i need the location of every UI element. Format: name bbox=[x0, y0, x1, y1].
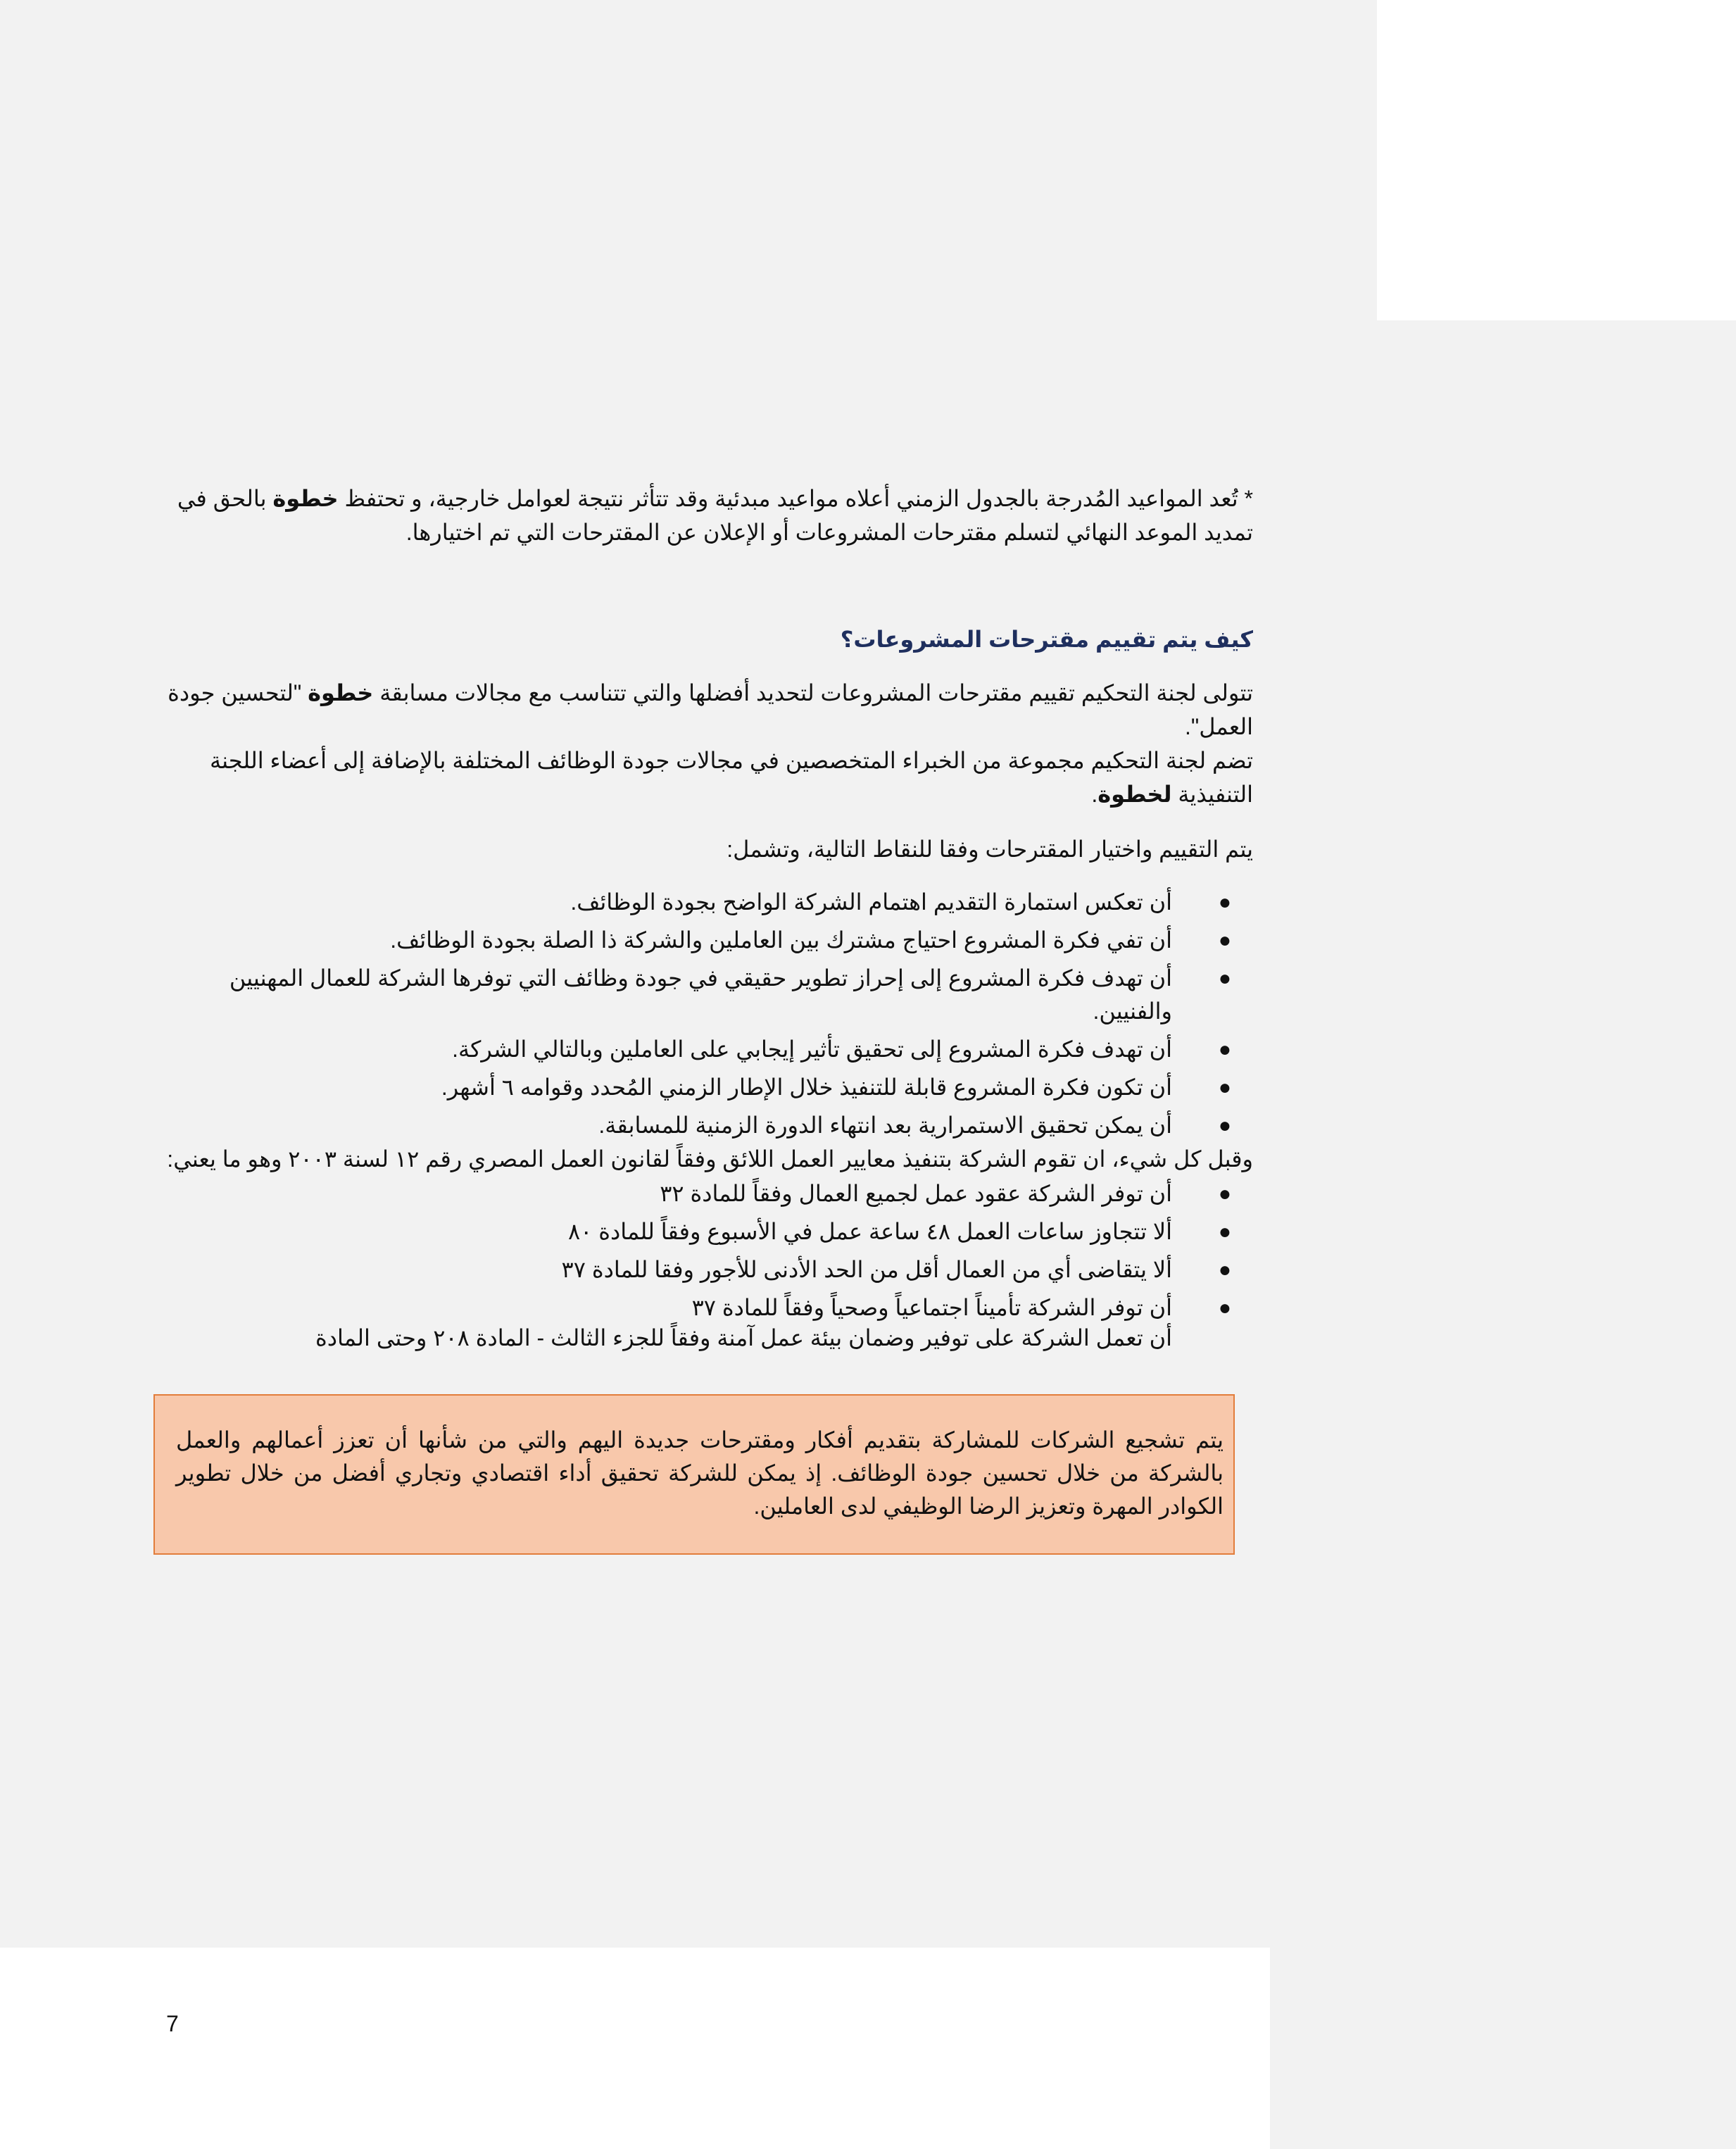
bullet-icon: ● bbox=[1218, 1038, 1231, 1061]
criteria-item: ● أن يمكن تحقيق الاستمرارية بعد انتهاء الدورة الزمنية للمسابقة. bbox=[155, 1109, 1172, 1142]
labor-item-safety: أن تعمل الشركة على توفير وضمان بيئة عمل آمنة وفقاً للجزء الثالث - المادة ٢٠٨ وحتى المادة bbox=[315, 1325, 1172, 1351]
bullet-icon: ● bbox=[1218, 1258, 1231, 1282]
labor-item: ● ألا يتقاضى أي من العمال أقل من الحد الأدنى للأجور وفقا للمادة ٣٧ bbox=[155, 1253, 1172, 1286]
labor-item: ● ألا تتجاوز ساعات العمل ٤٨ ساعة عمل في الأسبوع وفقاً للمادة ٨٠ bbox=[155, 1215, 1172, 1248]
page-number: 7 bbox=[166, 2011, 179, 2036]
brand-name: خطوة bbox=[272, 486, 339, 511]
evaluation-heading: كيف يتم تقييم مقترحات المشروعات؟ bbox=[840, 627, 1253, 652]
labor-item: ● أن توفر الشركة تأميناً اجتماعياً وصحياً وفقاً للمادة ٣٧ bbox=[155, 1291, 1172, 1324]
bullet-icon: ● bbox=[1218, 929, 1231, 952]
criteria-item: ● أن تهدف فكرة المشروع إلى تحقيق تأثير إيجابي على العاملين وبالتالي الشركة. bbox=[155, 1033, 1172, 1066]
criteria-intro: يتم التقييم واختيار المقترحات وفقا للنقاط التالية، وتشمل: bbox=[727, 837, 1253, 862]
bullet-icon: ● bbox=[1218, 1220, 1231, 1243]
bullet-icon: ● bbox=[1218, 967, 1231, 990]
bullet-icon: ● bbox=[1218, 1296, 1231, 1320]
criteria-item: ● أن تعكس استمارة التقديم اهتمام الشركة الواضح بجودة الوظائف. bbox=[155, 886, 1172, 919]
criteria-item: ● أن تهدف فكرة المشروع إلى إحراز تطوير حقيقي في جودة وظائف التي توفرها الشركة للعمال المهنيين والفنيين. bbox=[155, 962, 1172, 1028]
bullet-icon: ● bbox=[1218, 891, 1231, 914]
callout-box bbox=[153, 1394, 1235, 1555]
criteria-item: ● أن تفي فكرة المشروع احتياج مشترك بين العاملين والشركة ذا الصلة بجودة الوظائف. bbox=[155, 924, 1172, 957]
labor-standards-intro: وقبل كل شيء، ان تقوم الشركة بتنفيذ معايير العمل اللائق وفقاً لقانون العمل المصري رقم ١٢ لسنة ٢٠٠٣ وهو ما يعني: bbox=[167, 1146, 1253, 1172]
callout-text: يتم تشجيع الشركات للمشاركة بتقديم أفكار ومقترحات جديدة اليهم والتي من شأنها أن تعزز أعمالهم والعمل بالشركة من خلال تحسين جودة الوظائف. إذ يمكن للشركة تحقيق أداء اقتصادي وتجاري أفضل من خلال تطوير الكوادر المهرة وتعزيز الرضا الوظيفي لدى العاملين. bbox=[176, 1427, 1224, 1519]
schedule-note-text: * تُعد المواعيد المُدرجة بالجدول الزمني أعلاه مواعيد مبدئية وقد تتأثر نتيجة لعوامل خارجية، و تحتفظ خطوة بالحق في تمديد الموعد النهائي لتسلم مقترحات المشروعات أو الإعلان عن المقترحات التي تم اختيارها. bbox=[177, 486, 1253, 545]
schedule-note bbox=[155, 482, 1253, 549]
criteria-item: ● أن تكون فكرة المشروع قابلة للتنفيذ خلال الإطار الزمني المُحدد وقوامه ٦ أشهر. bbox=[155, 1071, 1172, 1104]
bullet-icon: ● bbox=[1218, 1076, 1231, 1099]
evaluation-paragraph-2: تضم لجنة التحكيم مجموعة من الخبراء المتخصصين في مجالات جودة الوظائف المختلفة بالإضافة إلى أعضاء اللجنة التنفيذية لخطوة. bbox=[209, 748, 1253, 807]
bullet-icon: ● bbox=[1218, 1182, 1231, 1205]
brand-name: لخطوة bbox=[1097, 782, 1172, 807]
evaluation-paragraph-1: تتولى لجنة التحكيم تقييم مقترحات المشروعات لتحديد أفضلها والتي تتناسب مع مجالات مسابقة خطوة "لتحسين جودة العمل". bbox=[168, 680, 1253, 739]
criteria-list bbox=[155, 886, 1253, 1147]
white-footer-area bbox=[0, 1948, 1270, 2149]
brand-name: خطوة bbox=[308, 680, 374, 706]
evaluation-description bbox=[155, 676, 1253, 811]
white-margin-top-right bbox=[1377, 0, 1736, 320]
bullet-icon: ● bbox=[1218, 1114, 1231, 1137]
labor-standards-list bbox=[155, 1177, 1253, 1329]
labor-item: ● أن توفر الشركة عقود عمل لجميع العمال وفقاً للمادة ٣٢ bbox=[155, 1177, 1172, 1210]
